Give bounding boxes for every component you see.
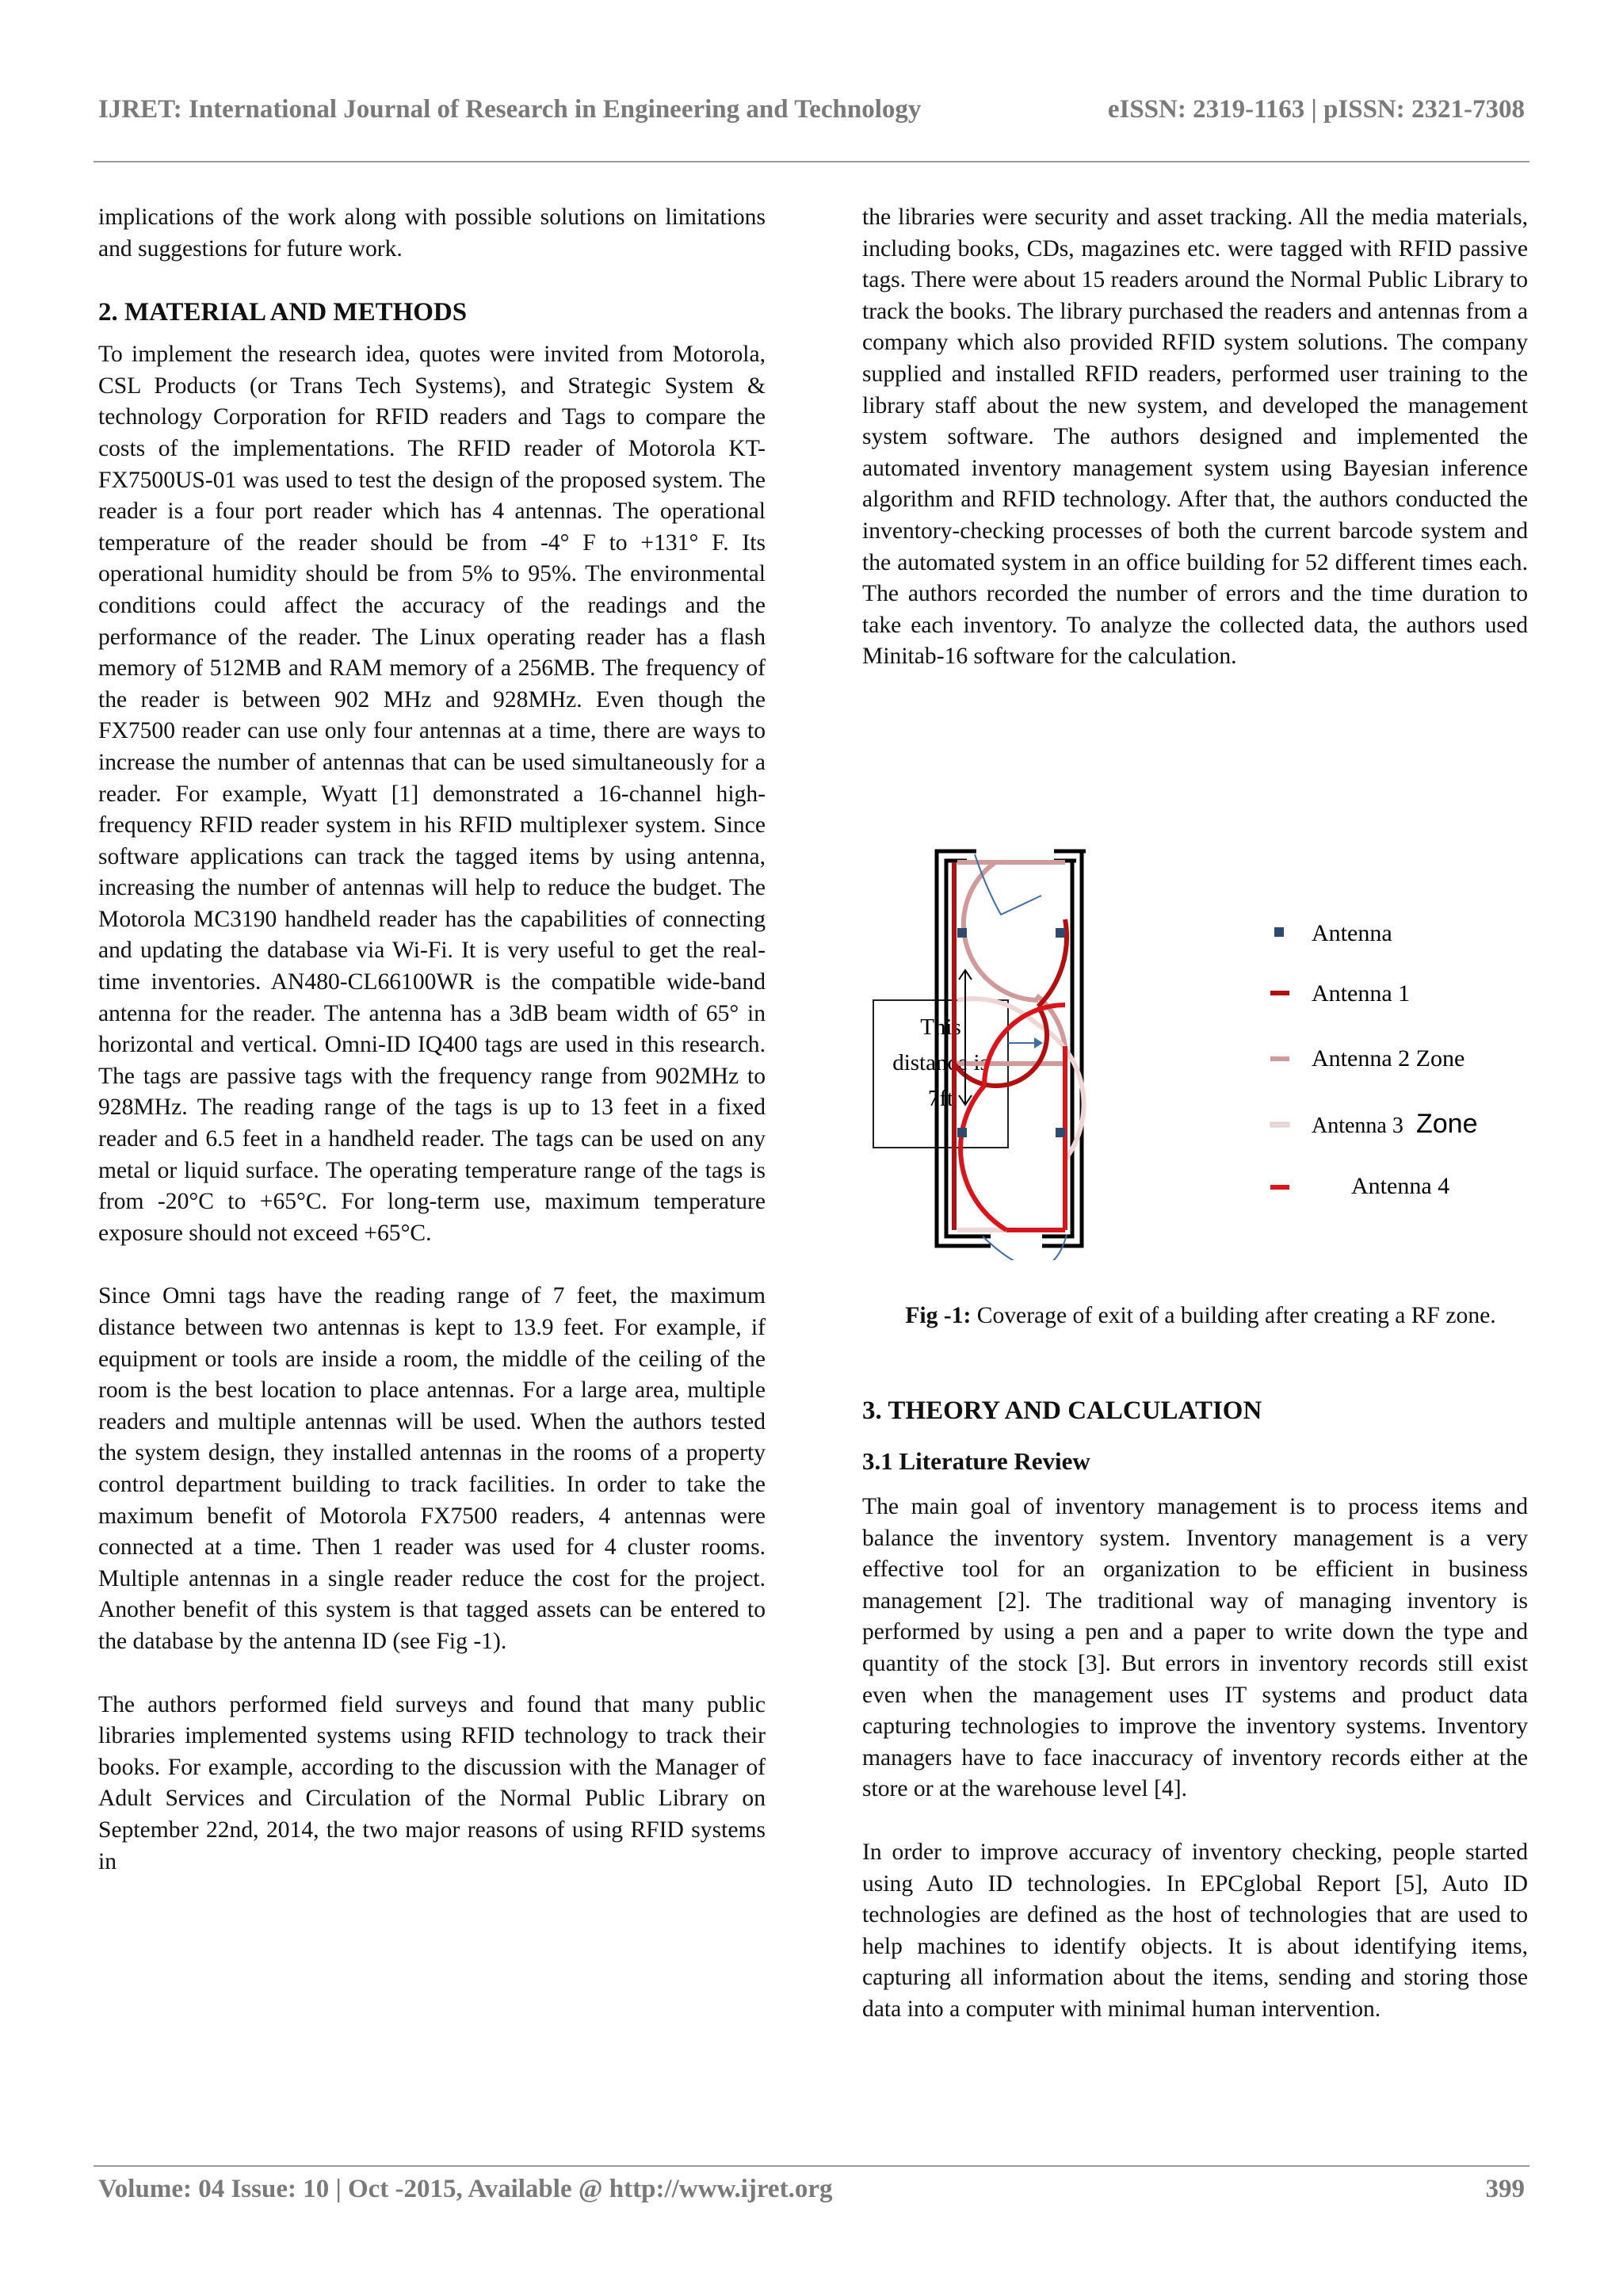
- running-header: [98, 95, 1525, 124]
- journal-name: IJRET: International Journal of Research in Engineering and Technology: [98, 95, 922, 124]
- right-column: [862, 202, 1528, 673]
- literature-paragraph-2: In order to improve accuracy of inventory checking, people started using Auto ID technologies. In EPCglobal Report [5], Auto ID technologies are defined as the host of technologies that are used to help machines to identify objects. It is about identifying items, capturing all information about the items, sending and storing those data into a computer with minimal human intervention.: [862, 1839, 1528, 2022]
- pointer-arrow: [1008, 1037, 1043, 1049]
- antenna-marker-top-right: [1056, 928, 1065, 938]
- caption-text: Coverage of exit of a building after creating a RF zone.: [971, 1303, 1496, 1328]
- figure-1-caption: [872, 1300, 1529, 1331]
- right-column-lower: [862, 1395, 1528, 2026]
- caption-label: Fig -1:: [905, 1303, 972, 1328]
- subsection-3-1-heading: 3.1 Literature Review: [862, 1447, 1090, 1475]
- legend-antenna-3: Antenna 3: [1312, 1114, 1403, 1138]
- distance-label-line-1: This: [920, 1014, 961, 1040]
- section-2-heading: 2. MATERIAL AND METHODS: [98, 298, 468, 327]
- legend: [1270, 920, 1478, 1199]
- issn: eISSN: 2319-1163 | pISSN: 2321-7308: [1107, 95, 1525, 124]
- legend-antenna-1-swatch: [1270, 991, 1289, 995]
- page-number: 399: [1485, 2175, 1525, 2203]
- antenna-marker-bottom-right: [1056, 1128, 1065, 1137]
- legend-antenna-2-swatch: [1270, 1056, 1289, 1061]
- distance-label-line-3: 7ft: [927, 1086, 954, 1111]
- antenna-marker-top-left: [957, 928, 967, 938]
- header-rule: [94, 161, 1529, 162]
- methods-paragraph-1: To implement the research idea, quotes were invited from Motorola, CSL Products (or Trans Tech Systems), and Strategic System & technology Corporation for RFID readers and Tags to compare the costs of the implementations. The RFID reader of Motorola KT-FX7500US-01 was used to test the design of the proposed system. The reader is a four port reader which has 4 antennas. The operational temperature of the reader should be from -4° F to +131° F. Its operational humidity should be from 5% to 95%. The environmental conditions could affect the accuracy of the readings and the performance of the reader. The Linux operating reader has a flash memory of 512MB and RAM memory of a 256MB. The frequency of the reader is between 902 MHz and 928MHz. Even though the FX7500 reader can use only four antennas at a time, there are ways to increase the number of antennas that can be used simultaneously for a reader. For example, Wyatt [1] demonstrated a 16-channel high-frequency RFID reader system in his RFID multiplexer system. Since software applications can track the tagged items by using antenna, increasing the number of antennas will help to reduce the budget. The Motorola MC3190 handheld reader has the capabilities of connecting and updating the database via Wi-Fi. It is very useful to get the real-time inventories. AN480-CL66100WR is the compatible wide-band antenna for the reader. The antenna has a 3dB beam width of 65° in horizontal and vertical. Omni-ID IQ400 tags are used in this research. The tags are passive tags with the frequency range from 902MHz to 928MHz. The reading range of the tags is up to 13 feet in a fixed reader and 6.5 feet in a handheld reader. The tags can be used on any metal or liquid surface. The operating temperature range of the tags is from -20°C to +65°C. For long-term use, maximum temperature exposure should not exceed +65°C.: [98, 342, 766, 1246]
- legend-antenna: Antenna: [1312, 920, 1392, 946]
- legend-antenna-3-zone: Zone: [1416, 1109, 1478, 1139]
- legend-antenna-1: Antenna 1: [1312, 980, 1411, 1007]
- library-paragraph: the libraries were security and asset tracking. All the media materials, including books, CDs, magazines etc. were tagged with RFID passive tags. There were about 15 readers around the Normal Public Library to track the books. The library purchased the readers and antennas from a company which also provided RFID system solutions. The company supplied and installed RFID readers, performed user training to the library staff about the new system, and developed the management system software. The authors designed and implemented the automated inventory management system using Bayesian inference algorithm and RFID technology. After that, the authors conducted the inventory-checking processes of both the current barcode system and the automated system in an office building for 52 different times each. The authors recorded the number of errors and the time duration to take each inventory. To analyze the collected data, the authors used Minitab-16 software for the calculation.: [862, 204, 1528, 670]
- intro-paragraph: implications of the work along with possible solutions on limitations and suggestions for future work.: [98, 204, 766, 262]
- volume-info: Volume: 04 Issue: 10 | Oct -2015, Available @ http://www.ijret.org: [98, 2175, 833, 2203]
- coverage-diagram: [872, 840, 1529, 1260]
- figure-1: [872, 840, 1529, 1260]
- legend-antenna-2: Antenna 2 Zone: [1312, 1045, 1465, 1072]
- legend-antenna-3-swatch: [1270, 1122, 1289, 1127]
- legend-antenna-4: Antenna 4: [1351, 1173, 1450, 1199]
- methods-paragraph-2: Since Omni tags have the reading range of 7 feet, the maximum distance between two antennas is kept to 13.9 feet. For example, if equipment or tools are inside a room, the middle of the ceiling of the room is the best location to place antennas. For a large area, multiple readers and multiple antennas will be used. When the authors tested the system design, they installed antennas in the rooms of a property control department building to track facilities. In order to take the maximum benefit of Motorola FX7500 readers, 4 antennas were connected at a time. Then 1 reader was used for 4 cluster rooms. Multiple antennas in a single reader reduce the cost for the project. Another benefit of this system is that tagged assets can be entered to the database by the antenna ID (see Fig -1).: [98, 1283, 766, 1654]
- section-3-heading: 3. THEORY AND CALCULATION: [862, 1396, 1262, 1425]
- literature-paragraph-1: The main goal of inventory management is to process items and balance the inventory system. Inventory management is a very effective tool for an organization to be efficient in business management [2]. The traditional way of managing inventory is performed by using a pen and a paper to write down the type and quantity of the stock [3]. But errors in inventory records still exist even when the management uses IT systems and product data capturing technologies to improve the inventory systems. Inventory managers have to face inaccuracy of inventory records either at the store or at the warehouse level [4].: [862, 1494, 1528, 1802]
- footer-rule: [94, 2165, 1529, 2167]
- running-footer: [98, 2175, 1525, 2204]
- legend-antenna-icon: [1274, 927, 1284, 937]
- methods-paragraph-3: The authors performed field surveys and found that many public libraries implemented systems using RFID technology to track their books. For example, according to the discussion with the Manager of Adult Services and Circulation of the Normal Public Library on September 22nd, 2014, the two major reasons of using RFID systems in: [98, 1691, 766, 1874]
- antenna-marker-bottom-left: [957, 1128, 967, 1137]
- distance-label-line-2: distance is: [892, 1050, 989, 1075]
- left-column: [98, 202, 766, 1878]
- legend-antenna-4-swatch: [1270, 1185, 1289, 1190]
